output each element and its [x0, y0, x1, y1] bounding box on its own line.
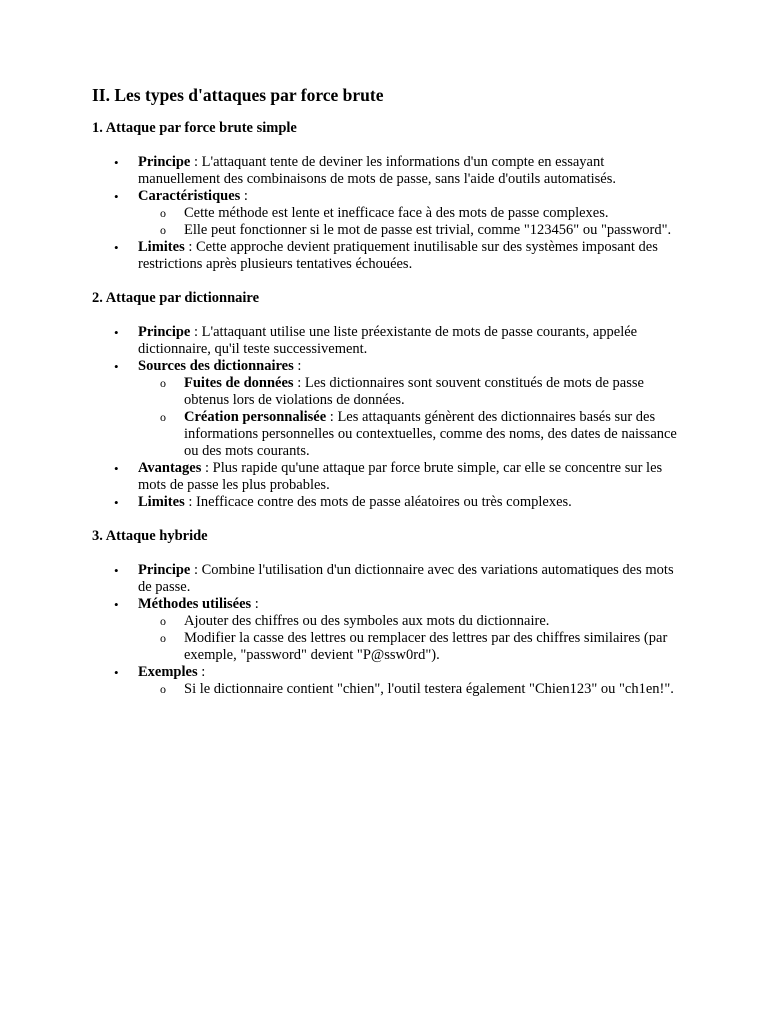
circle-bullet-icon: o: [160, 631, 166, 645]
list-item: [92, 154, 684, 188]
list-item: [92, 324, 684, 358]
sub-item-text: : Les dictionnaires sont souvent constitués de mots de passe obtenus lors de violations de données.: [184, 375, 644, 408]
sub-item-text: Elle peut fonctionner si le mot de passe est trivial, comme "123456" ou "password".: [184, 222, 672, 238]
bullet-list: [92, 324, 684, 511]
sub-item-label: Création personnalisée: [184, 409, 327, 425]
section-heading: 1. Attaque par force brute simple: [92, 120, 297, 136]
circle-bullet-icon: o: [160, 206, 166, 220]
item-label: Sources des dictionnaires: [138, 358, 294, 374]
sub-list: [138, 205, 684, 239]
item-text: :: [251, 596, 259, 612]
list-item: [92, 188, 684, 239]
sub-list-item: [138, 222, 684, 239]
sub-list-item: [138, 630, 684, 664]
list-item: [92, 562, 684, 596]
item-label: Méthodes utilisées: [138, 596, 252, 612]
bullet-icon: •: [114, 495, 119, 510]
item-label: Limites: [138, 239, 185, 255]
item-label: Limites: [138, 494, 185, 510]
item-label: Principe: [138, 562, 191, 578]
sub-item-text: Modifier la casse des lettres ou remplacer des lettres par des chiffres similaires (par exemple, "password" devient "P@ssw0rd").: [184, 630, 668, 663]
sub-item-text: Si le dictionnaire contient "chien", l'outil testera également "Chien123" ou "ch1en!".: [184, 681, 674, 697]
item-text: :: [240, 188, 248, 204]
sub-item-label: Fuites de données: [184, 375, 294, 391]
sub-list-item: [138, 409, 684, 460]
item-text: : Inefficace contre des mots de passe aléatoires ou très complexes.: [184, 494, 572, 510]
list-item: [92, 664, 684, 698]
item-label: Principe: [138, 324, 191, 340]
sub-item-text: Ajouter des chiffres ou des symboles aux mots du dictionnaire.: [184, 613, 550, 629]
bullet-icon: •: [114, 665, 119, 680]
item-label: Avantages: [138, 460, 202, 476]
circle-bullet-icon: o: [160, 376, 166, 390]
item-label: Caractéristiques: [138, 188, 241, 204]
circle-bullet-icon: o: [160, 410, 166, 424]
sub-list-item: [138, 205, 684, 222]
item-text: : L'attaquant utilise une liste préexistante de mots de passe courants, appelée dictionnaire, qu'il teste successivement.: [138, 324, 638, 357]
item-text: : Cette approche devient pratiquement inutilisable sur des systèmes imposant des restrictions après plusieurs tentatives échouées.: [138, 239, 658, 272]
sub-list-item: [138, 375, 684, 409]
page-title: II. Les types d'attaques par force brute: [92, 85, 384, 105]
sub-list: [138, 613, 684, 664]
item-text: : Plus rapide qu'une attaque par force brute simple, car elle se concentre sur les mots de passe les plus probables.: [138, 460, 663, 493]
item-text: :: [293, 358, 302, 374]
bullet-list: [92, 154, 684, 273]
list-item: [92, 239, 684, 273]
sub-list-item: [138, 613, 684, 630]
bullet-icon: •: [114, 325, 119, 340]
bullet-icon: •: [114, 461, 119, 476]
sub-item-text: Cette méthode est lente et inefficace face à des mots de passe complexes.: [184, 205, 609, 221]
bullet-list: [92, 562, 684, 698]
section-heading: 3. Attaque hybride: [92, 528, 208, 544]
bullet-icon: •: [114, 189, 119, 204]
bullet-icon: •: [114, 359, 119, 374]
section-heading: 2. Attaque par dictionnaire: [92, 290, 260, 306]
sub-list: [138, 375, 684, 460]
bullet-icon: •: [114, 563, 119, 578]
sub-list: [138, 681, 684, 698]
circle-bullet-icon: o: [160, 614, 166, 628]
sub-list-item: [138, 681, 684, 698]
item-label: Principe: [138, 154, 191, 170]
bullet-icon: •: [114, 597, 119, 612]
bullet-icon: •: [114, 155, 119, 170]
sub-item-text: : Les attaquants génèrent des dictionnaires basés sur des informations personnelles ou contextuelles, comme des noms, des dates de naissance ou des mots courants.: [184, 409, 677, 459]
list-item: [92, 596, 684, 664]
item-text: : L'attaquant tente de deviner les informations d'un compte en essayant manuellement des combinaisons de mots de passe, sans l'aide d'outils automatisés.: [138, 154, 616, 187]
document-page: [92, 84, 684, 715]
list-item: [92, 494, 684, 511]
item-text: :: [197, 664, 206, 680]
item-text: : Combine l'utilisation d'un dictionnaire avec des variations automatiques des mots de passe.: [138, 562, 674, 595]
bullet-icon: •: [114, 240, 119, 255]
item-label: Exemples: [138, 664, 198, 680]
list-item: [92, 358, 684, 460]
circle-bullet-icon: o: [160, 223, 166, 237]
list-item: [92, 460, 684, 494]
circle-bullet-icon: o: [160, 682, 166, 696]
